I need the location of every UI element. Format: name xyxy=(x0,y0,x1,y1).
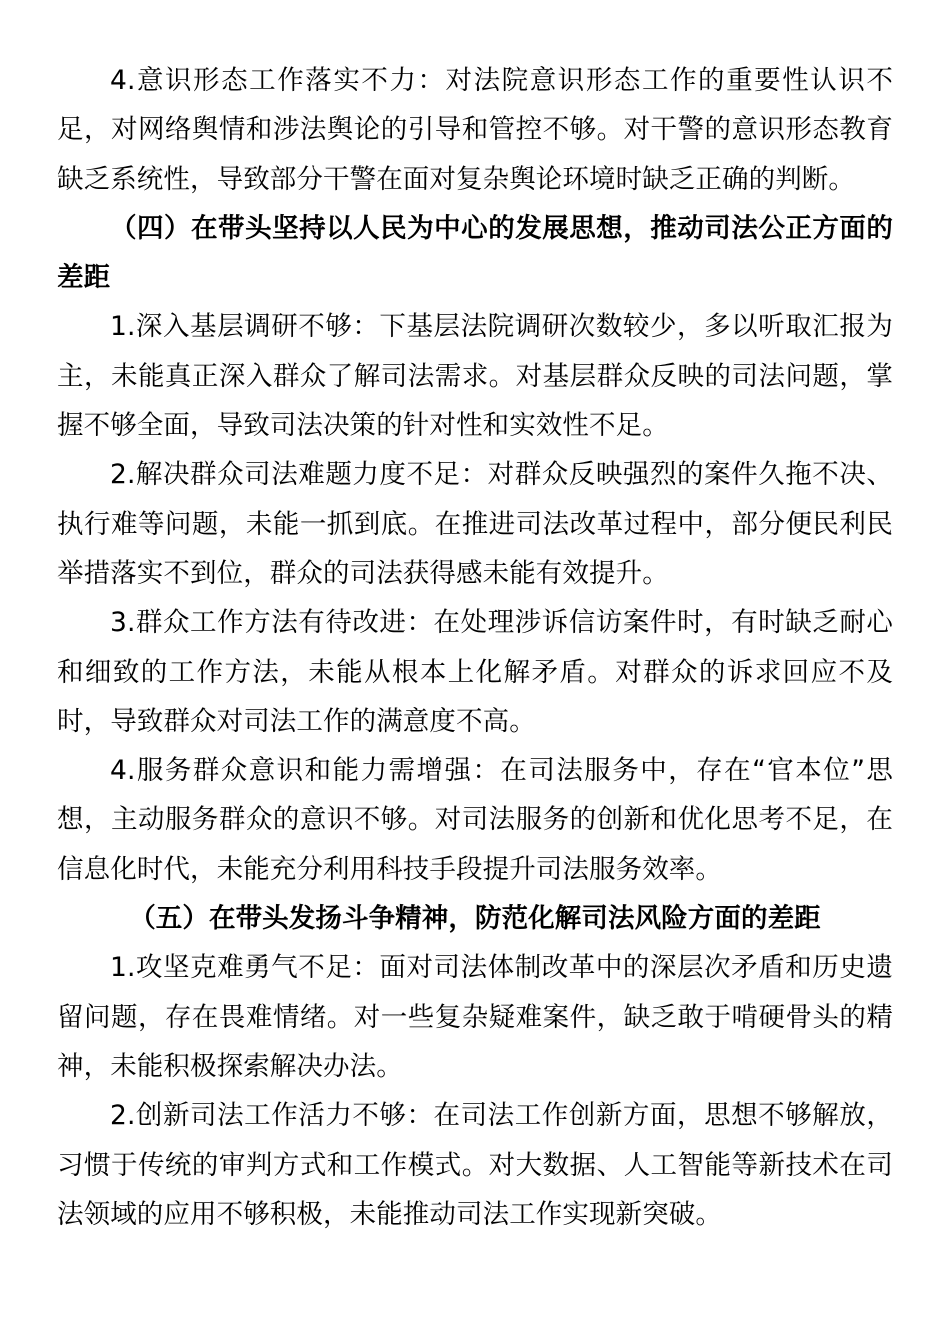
paragraph-service-awareness: 4.服务群众意识和能力需增强：在司法服务中，存在“官本位”思想，主动服务群众的意识不够。对司法服务的创新和优化思考不足，在信息化时代，未能充分利用科技手段提升司法服务效率。 xyxy=(57,755,893,885)
paragraph-ideology-implementation: 4.意识形态工作落实不力：对法院意识形态工作的重要性认识不足，对网络舆情和涉法舆论的引导和管控不够。对干警的意识形态教育缺乏系统性，导致部分干警在面对复杂舆论环境时缺乏正确的判断。 xyxy=(57,65,893,195)
paragraph-courage-insufficient: 1.攻坚克难勇气不足：面对司法体制改革中的深层次矛盾和历史遗留问题，存在畏难情绪。对一些复杂疑难案件，缺乏敢于啃硬骨头的精神，未能积极探索解决办法。 xyxy=(57,952,893,1082)
section-heading-five: （五）在带头发扬斗争精神，防范化解司法风险方面的差距 xyxy=(129,903,821,935)
document-body xyxy=(57,56,893,1239)
paragraph-innovation-vitality: 2.创新司法工作活力不够：在司法工作创新方面，思想不够解放，习惯于传统的审判方式和工作模式。对大数据、人工智能等新技术在司法领域的应用不够积极，未能推动司法工作实现新突破。 xyxy=(57,1100,893,1230)
paragraph-judicial-difficulties: 2.解决群众司法难题力度不足：对群众反映强烈的案件久拖不决、执行难等问题，未能一抓到底。在推进司法改革过程中，部分便民利民举措落实不到位，群众的司法获得感未能有效提升。 xyxy=(57,459,893,589)
paragraph-grassroots-research: 1.深入基层调研不够：下基层法院调研次数较少，多以听取汇报为主，未能真正深入群众了解司法需求。对基层群众反映的司法问题，掌握不够全面，导致司法决策的针对性和实效性不足。 xyxy=(57,311,893,442)
paragraph-mass-work-methods: 3.群众工作方法有待改进：在处理涉诉信访案件时，有时缺乏耐心和细致的工作方法，未能从根本上化解矛盾。对群众的诉求回应不及时，导致群众对司法工作的满意度不高。 xyxy=(57,607,893,737)
section-heading-four: （四）在带头坚持以人民为中心的发展思想，推动司法公正方面的差距 xyxy=(57,212,893,294)
